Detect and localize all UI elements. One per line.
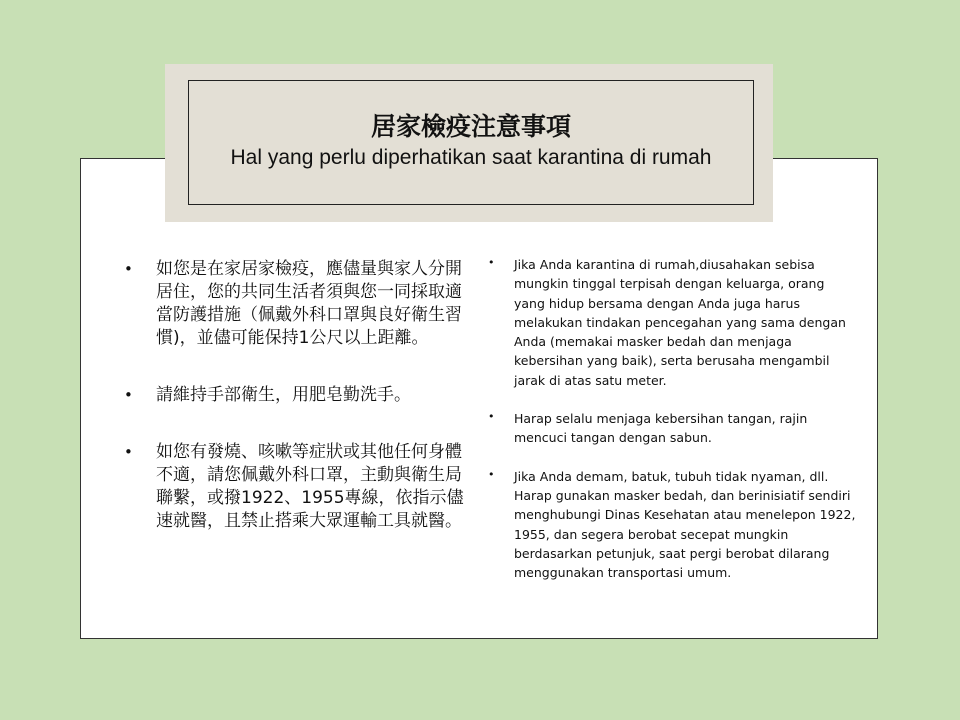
indonesian-item-text: Jika Anda karantina di rumah,diusahakan sebisa mungkin tinggal terpisah dengan keluarga, orang yang hidup bersama dengan Anda juga harus melakukan tindakan pencegahan yang sama dengan Anda (memakai masker bedah dan menjaga kebersihan yang baik), serta berusaha mengambil jarak di atas satu meter. <box>514 257 846 388</box>
bullet-icon: • <box>124 443 133 461</box>
title-box <box>188 80 754 205</box>
list-item <box>485 255 857 390</box>
bullet-icon: • <box>124 386 133 404</box>
list-item <box>120 258 466 350</box>
chinese-item-text: 如您是在家居家檢疫，應儘量與家人分開居住，您的共同生活者須與您一同採取適當防護措施（佩戴外科口罩與良好衛生習慣)，並儘可能保持1公尺以上距離。 <box>156 259 462 348</box>
title-indonesian: Hal yang perlu diperhatikan saat karantina di rumah <box>230 146 712 169</box>
chinese-item-text: 請維持手部衛生，用肥皂勤洗手。 <box>156 385 411 405</box>
list-item <box>485 467 857 583</box>
bullet-icon: • <box>488 410 495 424</box>
list-item <box>120 441 466 533</box>
title-chinese: 居家檢疫注意事項 <box>370 112 571 141</box>
chinese-guidelines-list <box>120 258 466 533</box>
indonesian-guidelines-list <box>485 255 857 582</box>
indonesian-item-text: Jika Anda demam, batuk, tubuh tidak nyaman, dll. Harap gunakan masker bedah, dan berinisiatif sendiri menghubungi Dinas Kesehatan atau menelepon 1922, 1955, dan segera berobat secepat mungkin berdasarkan petunjuk, saat pergi berobat dilarang menggunakan transportasi umum. <box>514 468 856 581</box>
chinese-item-text: 如您有發燒、咳嗽等症狀或其他任何身體不適，請您佩戴外科口罩，主動與衛生局聯繫，或撥1922、1955專線，依指示儘速就醫，且禁止搭乘大眾運輸工具就醫。 <box>156 442 464 531</box>
indonesian-item-text: Harap selalu menjaga kebersihan tangan, rajin mencuci tangan dengan sabun. <box>514 411 808 446</box>
list-item <box>485 409 857 448</box>
bullet-icon: • <box>488 467 495 481</box>
list-item <box>120 384 466 407</box>
bullet-icon: • <box>488 256 495 269</box>
bullet-icon: • <box>124 260 133 278</box>
